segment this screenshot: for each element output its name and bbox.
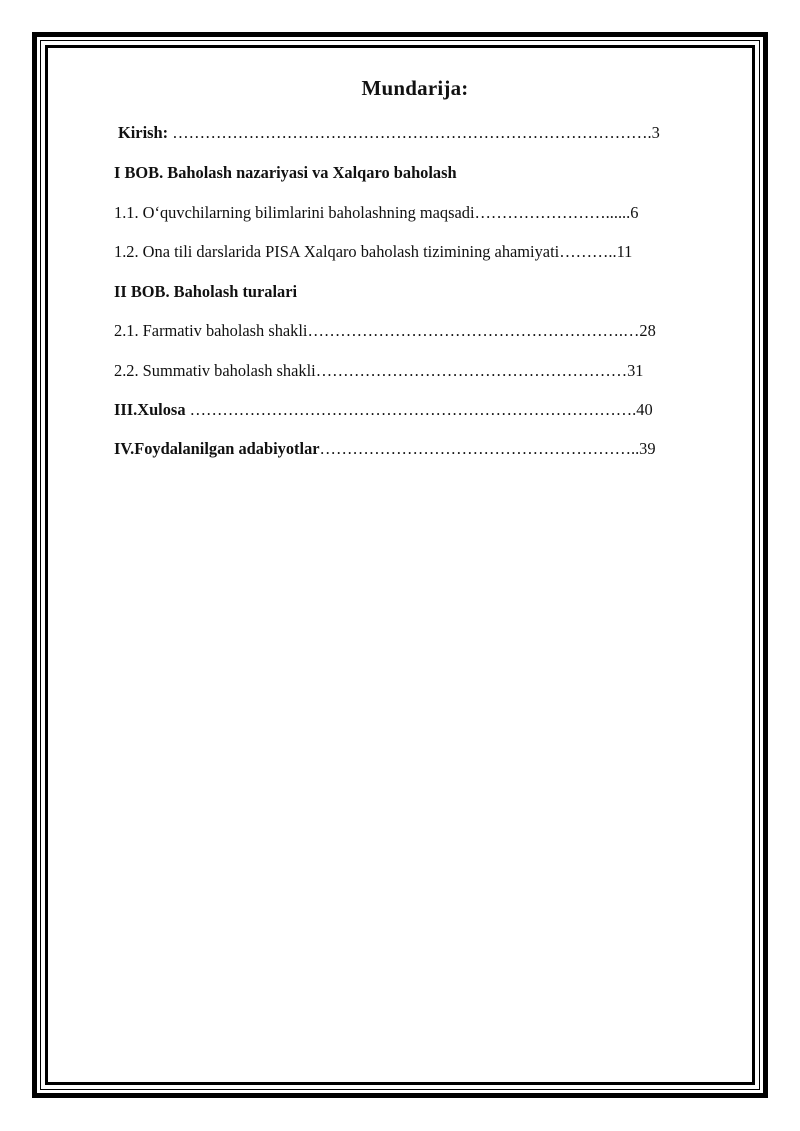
page-border-inner	[45, 45, 755, 1085]
toc-entry-leader: …………………………………………………..	[319, 439, 640, 458]
toc-entry-page: 31	[627, 361, 644, 380]
toc-entry-1-2[interactable]	[114, 242, 632, 262]
toc-entry-label: 1.1. O‘quvchilarning bilimlarini baholashning maqsadi	[114, 203, 475, 222]
toc-entry-references[interactable]	[114, 439, 656, 459]
toc-entry-label: IV.Foydalanilgan adabiyotlar	[114, 439, 320, 458]
toc-entry-2-2[interactable]	[114, 361, 644, 381]
toc-entry-page: 28	[639, 321, 656, 340]
toc-entry-label: 2.2. Summativ baholash shakli	[114, 361, 316, 380]
toc-entry-leader: ……………………………………………………………………….	[185, 400, 637, 419]
toc-entry-label: 1.2. Ona tili darslarida PISA Xalqaro baholash tizimining ahamiyati	[114, 242, 560, 261]
toc-entry-leader: ………………………………………………….…	[307, 321, 640, 340]
toc-entry-label: 2.1. Farmativ baholash shakli	[114, 321, 308, 340]
toc-entry-conclusion[interactable]	[114, 400, 653, 420]
toc-entry-page: 3	[651, 123, 660, 142]
toc-entry-page: 40	[636, 400, 653, 419]
toc-entry-label: Kirish:	[118, 123, 169, 142]
toc-entry-page: 39	[639, 439, 656, 458]
toc-entry-2-1[interactable]	[114, 321, 656, 341]
toc-entry-leader: …………………………………………………	[315, 361, 628, 380]
toc-entry-page: 6	[630, 203, 639, 222]
toc-entry-1-1[interactable]	[114, 203, 638, 223]
toc-chapter-1-heading[interactable]: I BOB. Baholash nazariyasi va Xalqaro baholash	[114, 163, 457, 182]
toc-entry-page: 11	[616, 242, 633, 261]
toc-title: Mundarija:	[361, 76, 469, 100]
toc-entry-leader: …………………………………………………………………………….	[168, 123, 652, 142]
toc-entry-label: III.Xulosa	[114, 400, 186, 419]
toc-entry-leader: ………..	[559, 242, 617, 261]
toc-chapter-2-heading[interactable]: II BOB. Baholash turalari	[114, 282, 298, 301]
toc-entry-leader: ……………………......	[474, 203, 631, 222]
toc-entry-introduction[interactable]	[118, 123, 660, 143]
